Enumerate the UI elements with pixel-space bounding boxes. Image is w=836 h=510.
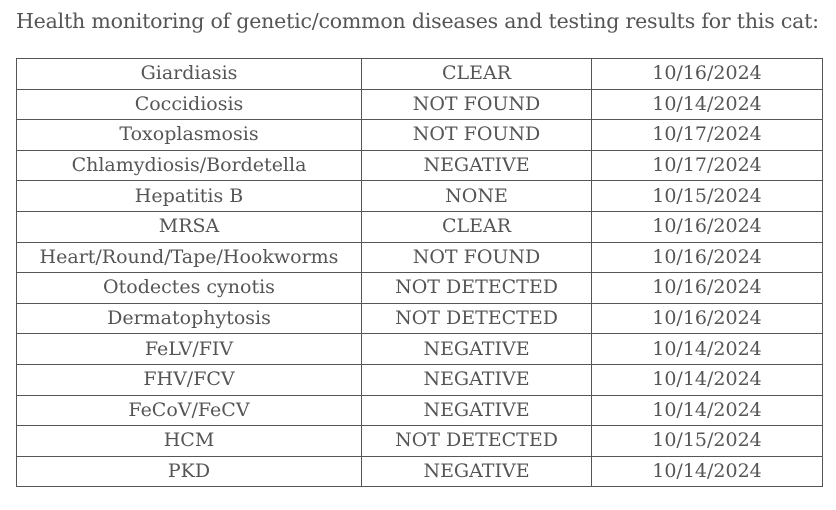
test-name-cell: FeLV/FIV: [17, 334, 362, 365]
date-cell: 10/16/2024: [592, 211, 823, 242]
test-name-cell: Chlamydiosis/Bordetella: [17, 150, 362, 181]
table-row: [17, 89, 823, 120]
result-cell: NOT FOUND: [362, 89, 592, 120]
date-cell: 10/17/2024: [592, 120, 823, 151]
result-cell: CLEAR: [362, 59, 592, 90]
result-cell: NOT FOUND: [362, 120, 592, 151]
table-row: [17, 273, 823, 304]
date-cell: 10/16/2024: [592, 242, 823, 273]
date-cell: 10/14/2024: [592, 456, 823, 487]
date-cell: 10/16/2024: [592, 303, 823, 334]
result-cell: NOT DETECTED: [362, 426, 592, 457]
test-results-table: [16, 58, 823, 487]
test-name-cell: Coccidiosis: [17, 89, 362, 120]
table-row: [17, 426, 823, 457]
table-row: [17, 456, 823, 487]
test-name-cell: HCM: [17, 426, 362, 457]
test-name-cell: FHV/FCV: [17, 364, 362, 395]
result-cell: NEGATIVE: [362, 150, 592, 181]
date-cell: 10/14/2024: [592, 89, 823, 120]
test-name-cell: PKD: [17, 456, 362, 487]
test-name-cell: Hepatitis B: [17, 181, 362, 212]
table-row: [17, 303, 823, 334]
table-row: [17, 181, 823, 212]
test-name-cell: Heart/Round/Tape/Hookworms: [17, 242, 362, 273]
date-cell: 10/15/2024: [592, 181, 823, 212]
test-results-body: [17, 59, 823, 487]
date-cell: 10/16/2024: [592, 273, 823, 304]
table-row: [17, 211, 823, 242]
test-name-cell: Giardiasis: [17, 59, 362, 90]
date-cell: 10/17/2024: [592, 150, 823, 181]
table-row: [17, 59, 823, 90]
date-cell: 10/16/2024: [592, 59, 823, 90]
result-cell: NEGATIVE: [362, 364, 592, 395]
test-name-cell: Toxoplasmosis: [17, 120, 362, 151]
test-name-cell: FeCoV/FeCV: [17, 395, 362, 426]
table-row: [17, 120, 823, 151]
table-row: [17, 242, 823, 273]
test-name-cell: Dermatophytosis: [17, 303, 362, 334]
result-cell: NOT DETECTED: [362, 273, 592, 304]
table-row: [17, 334, 823, 365]
page-heading: Health monitoring of genetic/common diseases and testing results for this cat:: [16, 9, 819, 33]
table-row: [17, 150, 823, 181]
result-cell: NOT DETECTED: [362, 303, 592, 334]
test-name-cell: MRSA: [17, 211, 362, 242]
date-cell: 10/15/2024: [592, 426, 823, 457]
result-cell: NEGATIVE: [362, 334, 592, 365]
date-cell: 10/14/2024: [592, 364, 823, 395]
result-cell: NEGATIVE: [362, 456, 592, 487]
result-cell: CLEAR: [362, 211, 592, 242]
result-cell: NONE: [362, 181, 592, 212]
table-row: [17, 364, 823, 395]
date-cell: 10/14/2024: [592, 334, 823, 365]
result-cell: NOT FOUND: [362, 242, 592, 273]
test-name-cell: Otodectes cynotis: [17, 273, 362, 304]
date-cell: 10/14/2024: [592, 395, 823, 426]
result-cell: NEGATIVE: [362, 395, 592, 426]
table-row: [17, 395, 823, 426]
